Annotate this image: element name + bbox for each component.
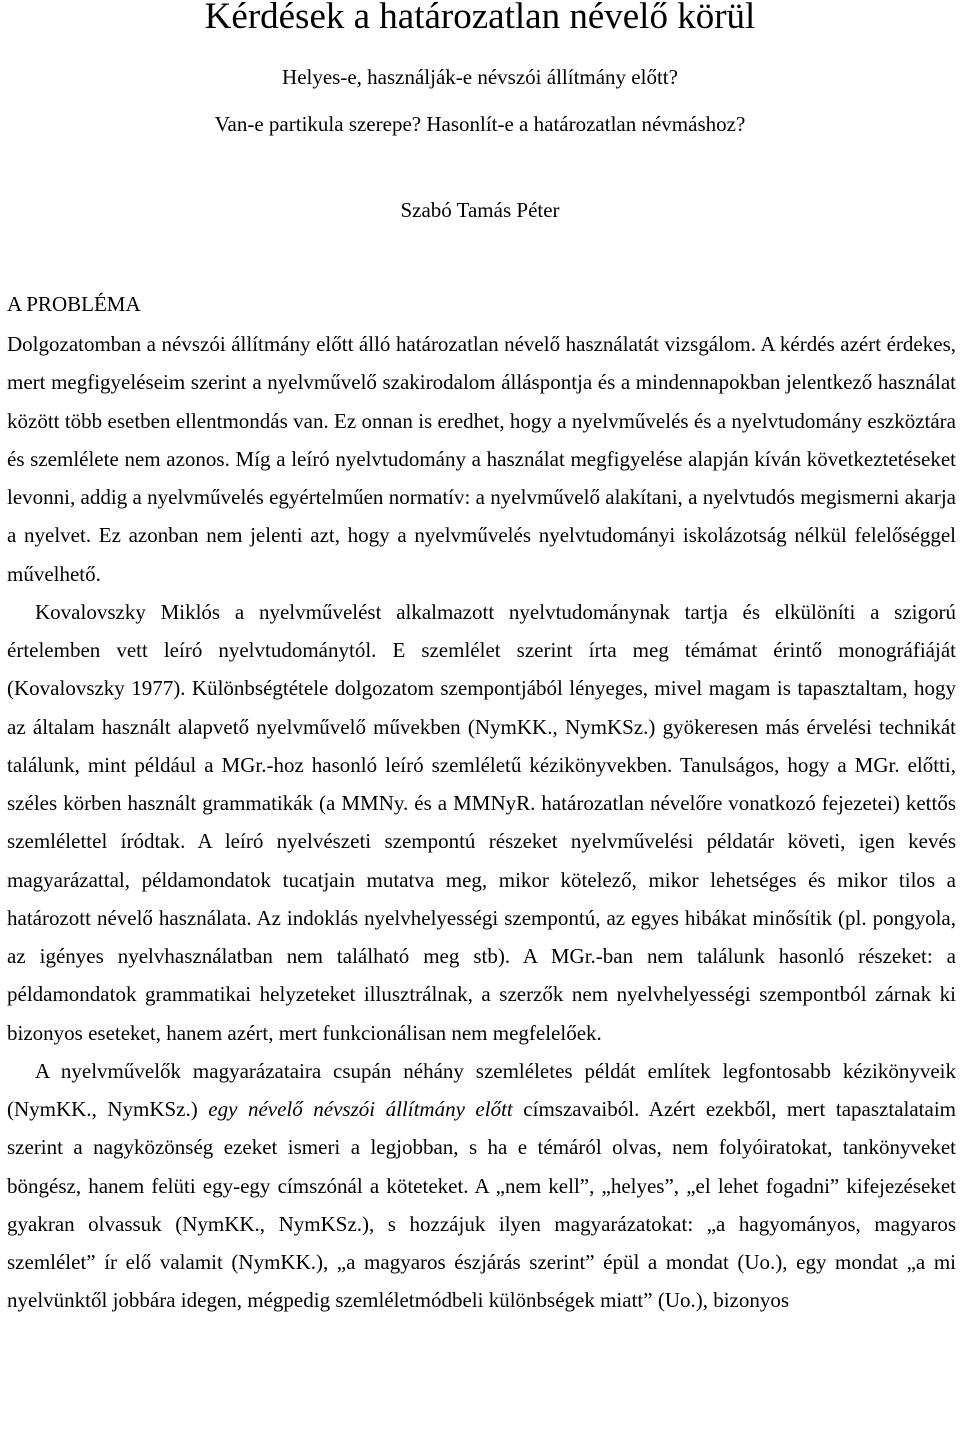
section-heading: A PROBLÉMA: [7, 292, 141, 316]
paragraph-3: [7, 1052, 956, 1320]
paragraph-3-text-before: A nyelvművelők magyarázataira csupán néhány szemléletes példát említek legfontosabb kézikönyveik (NymKK., NymKSz.): [7, 1058, 956, 1121]
paragraph-1: Dolgozatomban a névszói állítmány előtt álló határozatlan névelő használatát vizsgálom. A kérdés azért érdekes, mert megfigyeléseim szerint a nyelvművelő szakirodalom álláspontja és a mindennapokban jelentkező használat között több esetben ellentmondás van. Ez onnan is eredhet, hogy a nyelvművelés és a nyelvtudomány eszköztára és szemlélete nem azonos. Míg a leíró nyelvtudomány a használat megfigyelése alapján kíván következtetéseket levonni, addig a nyelvművelés egyértelműen normatív: a nyelvművelő alakítani, a nyelvtudós megismerni akarja a nyelvet. Ez azonban nem jelenti azt, hogy a nyelvművelés nyelvtudományi iskolázotság nélkül felelőséggel művelhető.: [7, 332, 956, 586]
subtitle-line-2: Van-e partikula szerepe? Hasonlít-e a határozatlan névmáshoz?: [214, 112, 746, 136]
author-name: Szabó Tamás Péter: [400, 198, 560, 222]
paragraph-3-text-after: címszavaiból. Azért ezekből, mert tapasztalataim szerint a nagyközönség ezeket ismeri a legjobban, s ha e témáról olvas, nem folyóiratokat, tankönyveket böngész, hanem felüti egy-egy címszónál a köteteket. A „nem kell”, „helyes”, „el lehet fogadni” kifejezéseket gyakran olvassuk (NymKK., NymKSz.), s hozzájuk ilyen magyarázatokat: „a hagyományos, magyaros szemlélet” ír elő valamit (NymKK.), „a magyaros észjárás szerint” épül a mondat (Uo.), egy mondat „a mi nyelvünktől jobbára idegen, mégpedig szemléletmódbeli különbségek miatt” (Uo.), bizonyos: [7, 1097, 957, 1313]
subtitle-line-1: Helyes-e, használják-e névszói állítmány előtt?: [282, 65, 678, 89]
paragraph-2: Kovalovszky Miklós a nyelvművelést alkalmazott nyelvtudománynak tartja és elkülöníti a szigorú értelemben vett leíró nyelvtudománytól. E szemlélet szerint írta meg témámat érintő monográfiáját (Kovalovszky 1977). Különbségtétele dolgozatom szempontjából lényeges, mivel magam is tapasztaltam, hogy az általam használt alapvető nyelvművelő művekben (NymKK., NymKSz.) gyökeresen más érvelési technikát találunk, mint például a MGr.-hoz hasonló leíró szemléletű kézikönyvekben. Tanulságos, hogy a MGr. előtti, széles körben használt grammatikák (a MMNy. és a MMNyR. határozatlan névelőre vonatkozó fejezetei) kettős szemlélettel íródtak. A leíró nyelvészeti szempontú részeket nyelvművelési példatár követi, igen kevés magyarázattal, példamondatok tucatjain mutatva meg, mikor kötelező, mikor lehetséges és mikor tilos a határozott névelő használata. Az indoklás nyelvhelyességi szempontú, az egyes hibákat minősítik (pl. pongyola, az igényes nyelvhasználatban nem található meg stb). A MGr.-ban nem találunk hasonló részeket: a példamondatok grammatikai helyzeteket illusztrálnak, a szerzők nem nyelvhelyességi szempontból zárnak ki bizonyos eseteket, hanem azért, mert funkcionálisan nem megfelelőek.: [7, 599, 956, 1045]
body-text: [7, 325, 956, 1320]
paragraph-3-italic-phrase: egy névelő névszói állítmány előtt: [208, 1097, 513, 1121]
page-title: Kérdések a határozatlan névelő körül: [204, 0, 756, 37]
